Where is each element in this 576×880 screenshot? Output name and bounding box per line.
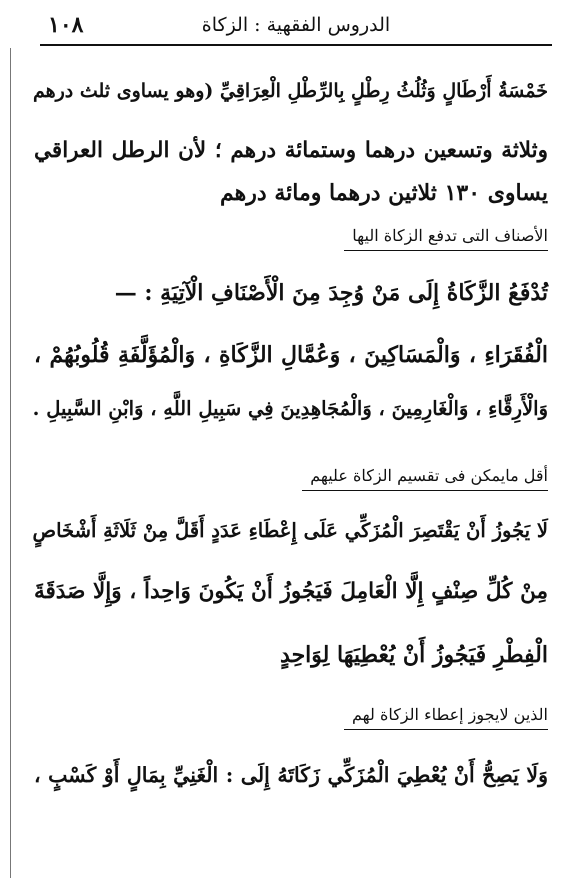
running-title: الدروس الفقهية : الزكاة [201,14,391,36]
paragraph-line: وثلاثة وتسعين درهما وستمائة درهم ؛ لأن الرطل العراقي [34,138,548,163]
section-line: مِنْ كُلِّ صِنْفٍ إِلَّا الْعَامِلَ فَيَجُوزُ أَنْ يَكُونَ وَاحِداً ، وَإِلَّا صَدَقَةَ [34,579,548,604]
section-line: وَلَا يَصِحُّ أَنْ يُعْطِيَ الْمُزَكِّي زَكَاتَهُ إِلَى : الْغَنِيِّ بِمَالٍ أَوْ كَسْبٍ ، [34,763,548,787]
section-line: الْفِطْرِ فَيَجُوزُ أَنْ يُعْطِيَهَا لِوَاحِدٍ [280,642,548,668]
section-line: الْفُقَرَاءِ ، وَالْمَسَاكِينَ ، وَعُمَّالِ الزَّكَاةِ ، وَالْمُؤَلَّفَةِ قُلُوبُهُمْ ، [34,342,548,368]
page-edge-line [10,48,11,878]
section-heading: الأصناف التى تدفع الزكاة اليها [344,225,548,251]
section-heading: أقل مايمكن فى تقسيم الزكاة عليهم [302,465,548,491]
page-number: ١٠٨ [48,12,84,38]
section-line: لَا يَجُوزُ أَنْ يَقْتَصِرَ الْمُزَكِّي عَلَى إِعْطَاءِ عَدَدٍ أَقَلَّ مِنْ ثَلَاثَةِ أَشْخَاصٍ [32,519,548,542]
running-header [40,10,552,46]
section-line: تُدْفَعُ الزَّكَاةُ إِلَى مَنْ وُجِدَ مِنَ الْأَصْنَافِ الْآتِيَةِ : — [114,280,548,306]
paragraph-line: خَمْسَةُ أَرْطَالٍ وَثُلُثُ رِطْلٍ بِالرِّطْلِ الْعِرَاقِيِّ (وهو يساوى ثلث درهم [32,80,548,102]
paragraph-line: يساوى ١٣٠ ثلاثين درهما ومائة درهم [220,180,548,206]
section-line: وَالْأَرِقَّاءِ ، وَالْغَارِمِينَ ، وَالْمُجَاهِدِينَ فِي سَبِيلِ اللَّهِ ، وَابْنِ السَّبِيلِ . [32,397,548,420]
section-heading: الذين لايجوز إعطاء الزكاة لهم [344,704,548,730]
